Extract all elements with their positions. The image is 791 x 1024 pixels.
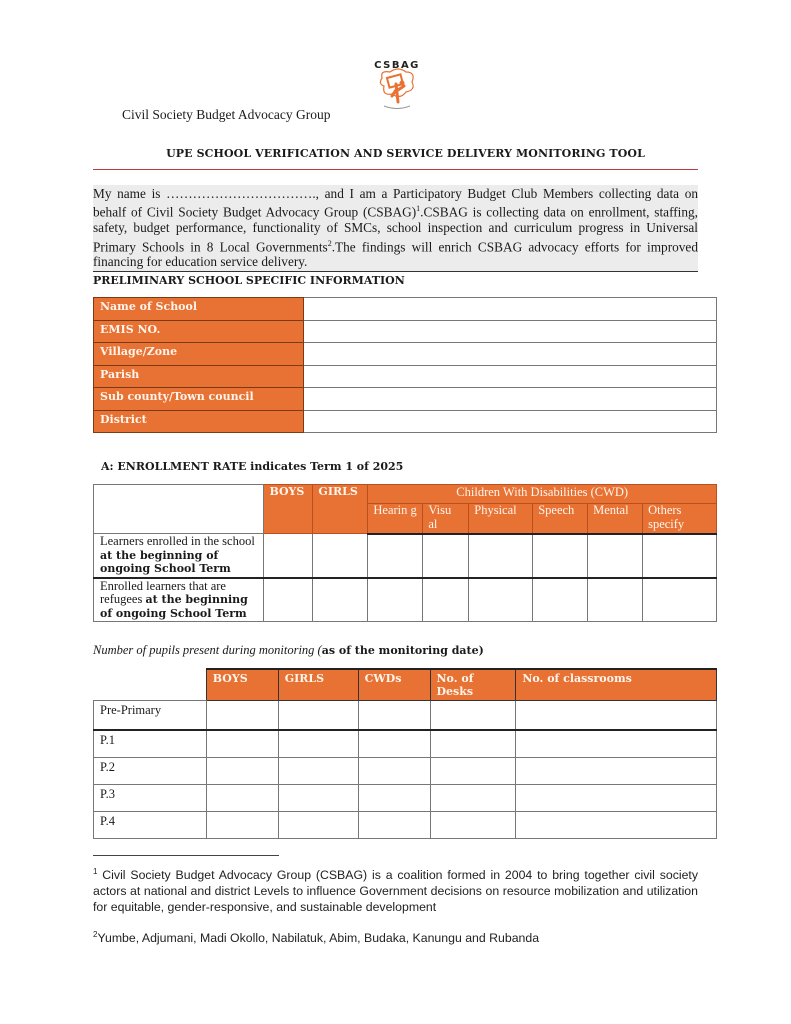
pupils-present-table — [93, 668, 717, 839]
footnote-divider — [93, 855, 279, 856]
cell-input[interactable] — [278, 701, 358, 731]
district-field[interactable] — [304, 410, 717, 433]
cell-input[interactable] — [588, 534, 643, 578]
footnote-ref-2[interactable]: 2 — [327, 238, 332, 248]
table-row — [94, 730, 717, 758]
info-row — [94, 365, 717, 388]
cell-input[interactable] — [430, 701, 516, 731]
school-name-field[interactable] — [304, 298, 717, 321]
cell-input[interactable] — [278, 730, 358, 758]
cell-input[interactable] — [430, 785, 516, 812]
col-mental: Mental — [588, 504, 643, 534]
emis-no-field[interactable] — [304, 320, 717, 343]
cell-input[interactable] — [469, 578, 533, 622]
col-boys: BOYS — [206, 669, 278, 701]
title-divider — [93, 169, 698, 170]
field-label: Parish — [94, 365, 304, 388]
footnote-ref-1[interactable]: 1 — [416, 204, 421, 214]
col-boys: BOYS — [264, 485, 313, 534]
info-row — [94, 298, 717, 321]
row-label: P.3 — [94, 785, 207, 812]
village-zone-field[interactable] — [304, 343, 717, 366]
cell-input[interactable] — [643, 578, 717, 622]
blank-header-cell — [94, 669, 207, 701]
col-hearing: Hearin g — [368, 504, 423, 534]
cell-input[interactable] — [430, 730, 516, 758]
cell-input[interactable] — [358, 758, 430, 785]
blank-header-cell — [94, 485, 264, 534]
col-classrooms: No. of classrooms — [516, 669, 717, 701]
cell-input[interactable] — [430, 758, 516, 785]
csbag-logo — [372, 56, 422, 112]
col-visual: Visu al — [423, 504, 469, 534]
col-speech: Speech — [533, 504, 588, 534]
enrollment-table — [93, 484, 717, 622]
cell-input[interactable] — [358, 730, 430, 758]
row-label: Learners enrolled in the school at the beginning of ongoing School Term — [94, 534, 264, 578]
info-row — [94, 410, 717, 433]
cell-input[interactable] — [206, 812, 278, 839]
subcounty-field[interactable] — [304, 388, 717, 411]
row-label: P.2 — [94, 758, 207, 785]
cell-input[interactable] — [516, 701, 717, 731]
table-row — [94, 812, 717, 839]
row-label: Enrolled learners that are refugees at the beginning of ongoing School Term — [94, 578, 264, 622]
cell-input[interactable] — [643, 534, 717, 578]
cell-input[interactable] — [516, 785, 717, 812]
svg-text:CSBAG: CSBAG — [374, 60, 420, 71]
col-desks: No. of Desks — [430, 669, 516, 701]
field-label: Name of School — [94, 298, 304, 321]
cell-input[interactable] — [516, 730, 717, 758]
cell-input[interactable] — [533, 534, 588, 578]
cell-input[interactable] — [206, 785, 278, 812]
col-girls: GIRLS — [278, 669, 358, 701]
info-row — [94, 388, 717, 411]
table-row — [94, 578, 717, 622]
col-physical: Physical — [469, 504, 533, 534]
cell-input[interactable] — [206, 701, 278, 731]
col-others: Others specify — [643, 504, 717, 534]
table-row — [94, 701, 717, 731]
cell-input[interactable] — [278, 812, 358, 839]
footnote-2: $^2$Yumbe, Adjumani, Madi Okollo, Nabilatuk, Abim, Budaka, Kanungu and Rubanda — [93, 930, 540, 946]
field-label: Sub county/Town council — [94, 388, 304, 411]
field-label: Village/Zone — [94, 343, 304, 366]
table-row — [94, 534, 717, 578]
cell-input[interactable] — [368, 534, 423, 578]
info-row — [94, 343, 717, 366]
document-title: UPE SCHOOL VERIFICATION AND SERVICE DELIVERY MONITORING TOOL — [166, 147, 645, 160]
preliminary-heading: PRELIMINARY SCHOOL SPECIFIC INFORMATION — [93, 274, 405, 287]
row-label: P.4 — [94, 812, 207, 839]
cell-input[interactable] — [278, 758, 358, 785]
cell-input[interactable] — [516, 758, 717, 785]
intro-paragraph: My name is ……………………………., and I am a Participatory Budget Club Members collecting data on behalf of Civil Society Budget Advocacy Group (CSBAG)$^1$.CSBAG is collecting data on enrollment, staffing, safety, budget performance, functionality of SMCs, school inspection and curriculum progress in Universal Primary Schools in 8 Local Governments$^2$.The findings will enrich CSBAG advocacy efforts for improved financing for education service delivery. — [93, 185, 698, 272]
pupils-caption: Number of pupils present during monitoring (as of the monitoring date) — [93, 643, 484, 657]
school-info-table — [93, 297, 717, 433]
cell-input[interactable] — [358, 785, 430, 812]
row-label: P.1 — [94, 730, 207, 758]
cell-input[interactable] — [358, 812, 430, 839]
cell-input[interactable] — [430, 812, 516, 839]
cell-input[interactable] — [423, 534, 469, 578]
cell-input[interactable] — [264, 578, 313, 622]
col-cwds: CWDs — [358, 669, 430, 701]
footnote-1: $^1$ Civil Society Budget Advocacy Group (CSBAG) is a coalition formed in 2004 to bring together civil society actors at national and district Levels to influence Government decisions on resource mobilization and utilization for equitable, gender-responsive, and sustainable development — [93, 867, 698, 914]
cell-input[interactable] — [358, 701, 430, 731]
cell-input[interactable] — [588, 578, 643, 622]
cell-input[interactable] — [368, 578, 423, 622]
cell-input[interactable] — [206, 758, 278, 785]
cell-input[interactable] — [264, 534, 313, 578]
field-label: EMIS NO. — [94, 320, 304, 343]
parish-field[interactable] — [304, 365, 717, 388]
cell-input[interactable] — [423, 578, 469, 622]
table-row — [94, 758, 717, 785]
row-label: Pre-Primary — [94, 701, 207, 731]
enrollment-heading: A: ENROLLMENT RATE indicates Term 1 of 2025 — [101, 460, 404, 473]
cell-input[interactable] — [278, 785, 358, 812]
info-row — [94, 320, 717, 343]
field-label: District — [94, 410, 304, 433]
organization-name: Civil Society Budget Advocacy Group — [122, 107, 331, 122]
cell-input[interactable] — [533, 578, 588, 622]
col-cwd: Children With Disabilities (CWD) — [368, 485, 717, 504]
cell-input[interactable] — [469, 534, 533, 578]
cell-input[interactable] — [516, 812, 717, 839]
col-girls: GIRLS — [313, 485, 368, 534]
cell-input[interactable] — [206, 730, 278, 758]
cell-input[interactable] — [313, 534, 368, 578]
table-row — [94, 785, 717, 812]
cell-input[interactable] — [313, 578, 368, 622]
